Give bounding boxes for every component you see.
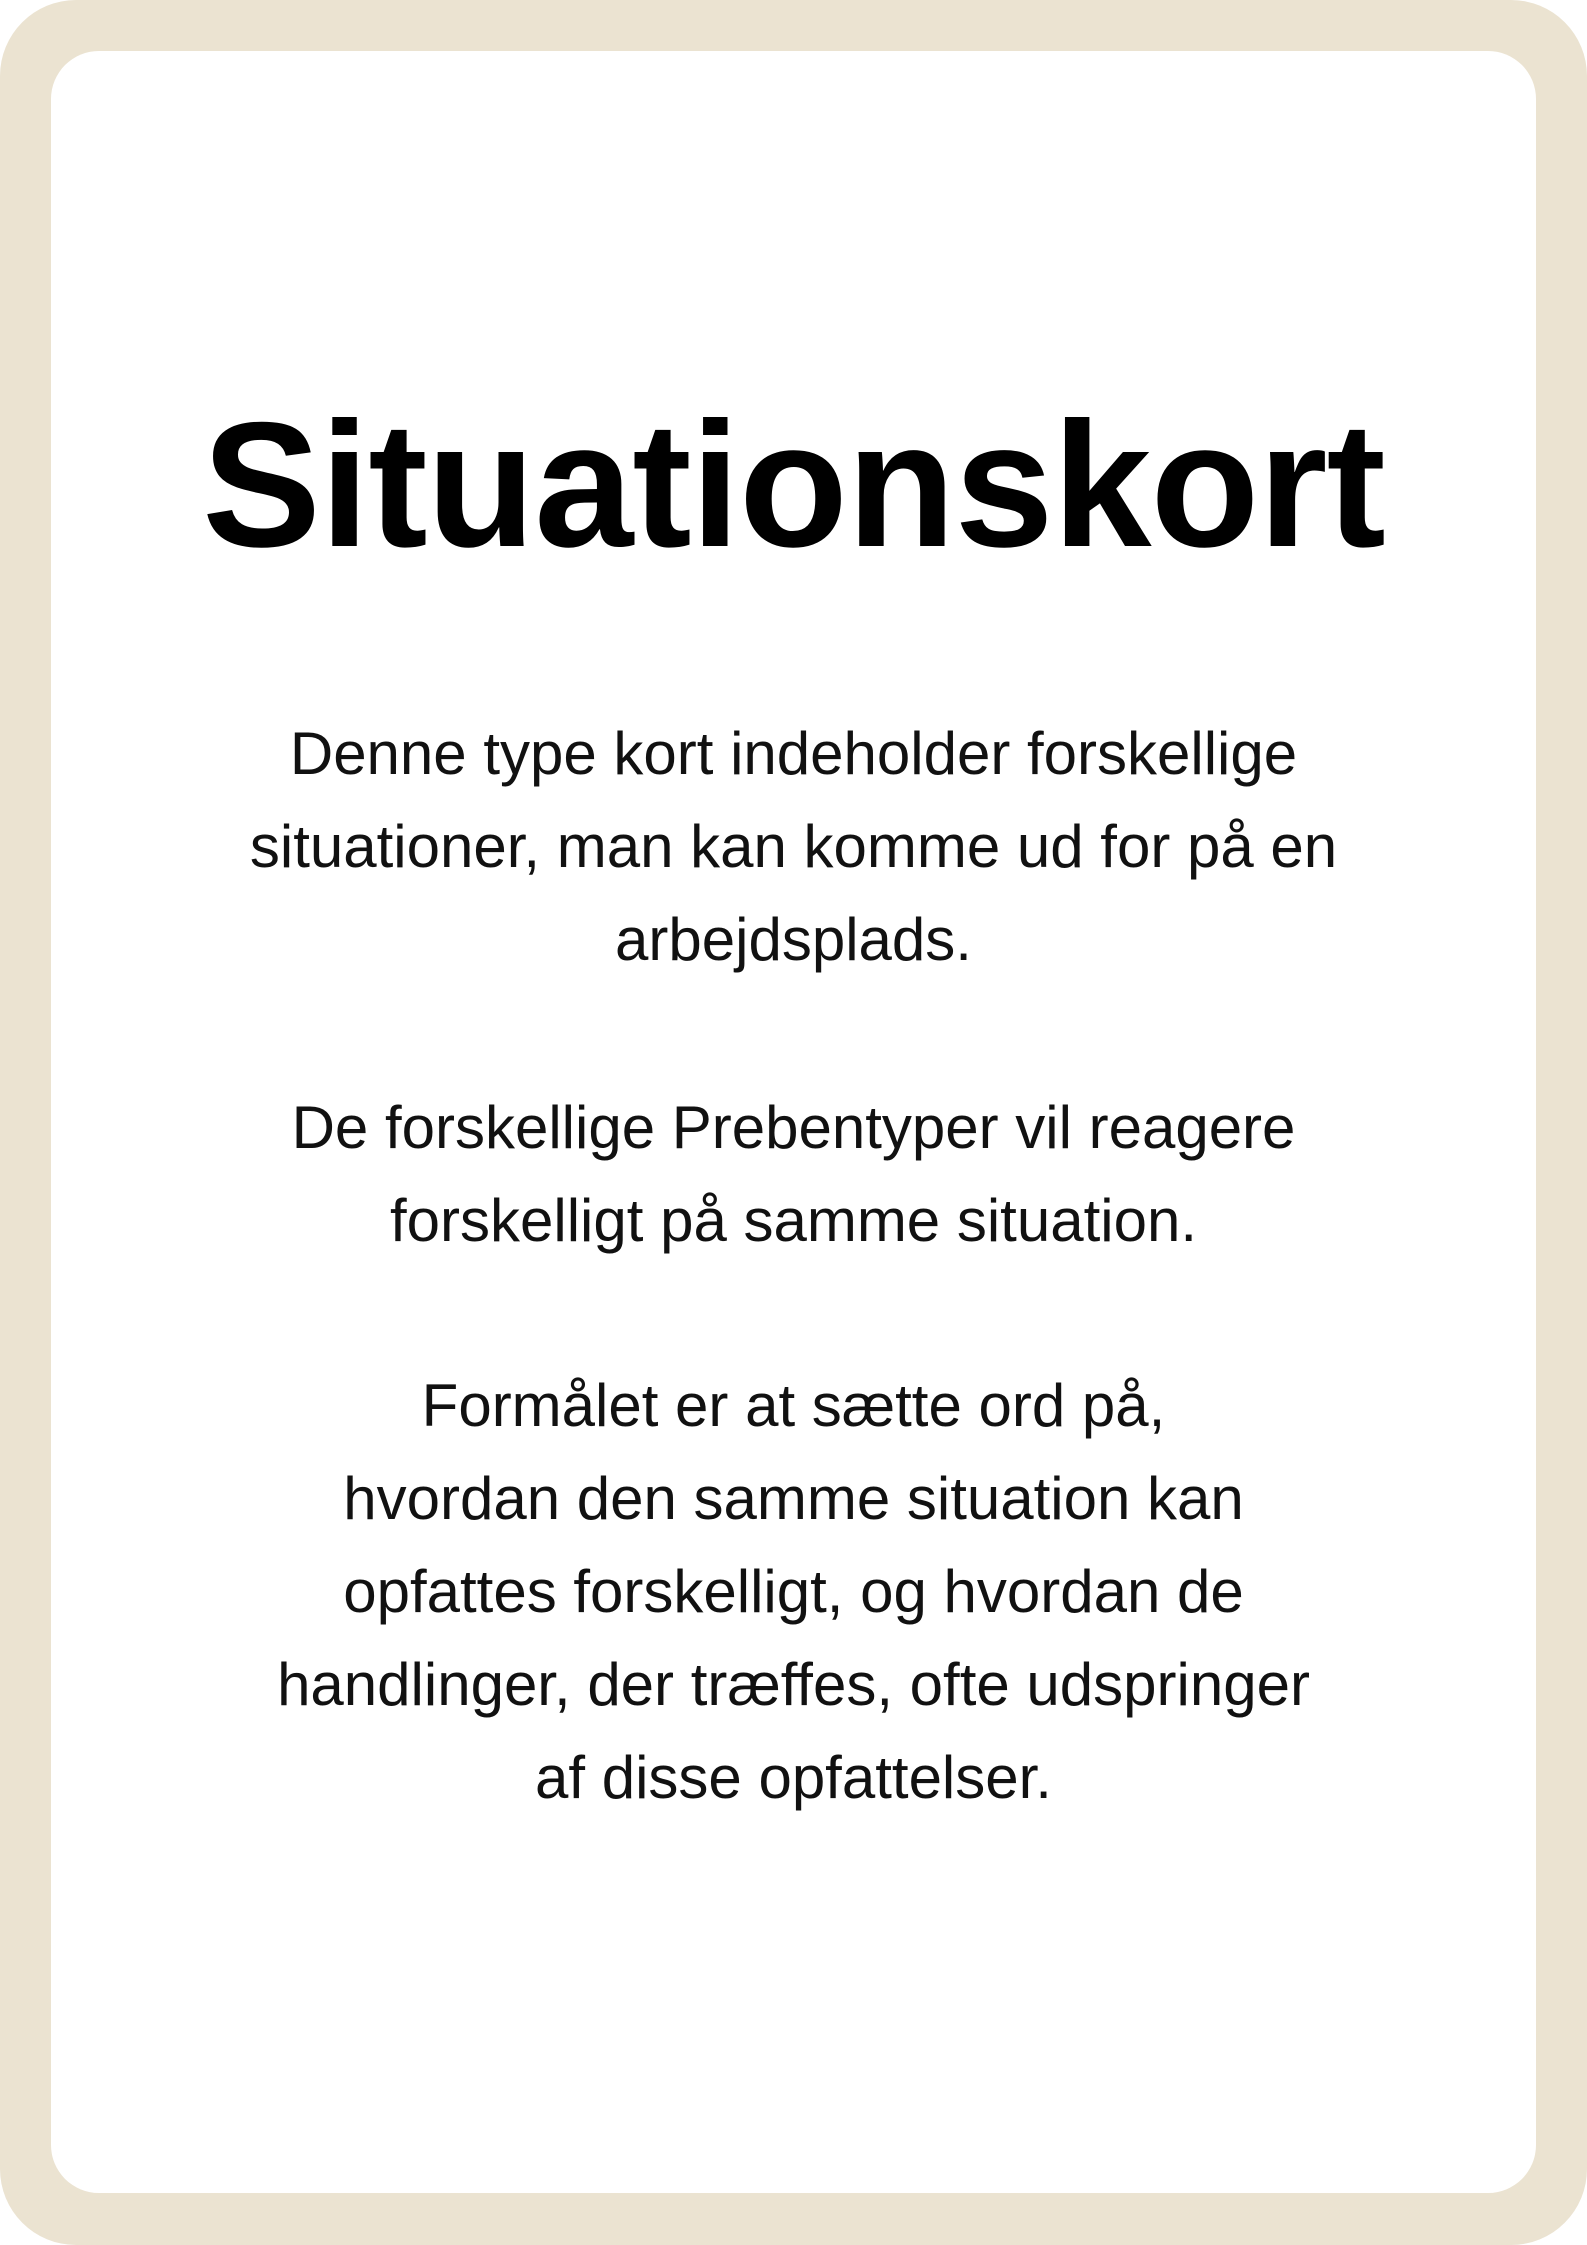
paragraph-line: hvordan den samme situation kan	[343, 1465, 1244, 1532]
preben-types-paragraph	[0, 1081, 1587, 1267]
paragraph-line: Denne type kort indeholder forskellige	[289, 720, 1298, 787]
card-title: Situationskort	[202, 385, 1385, 584]
paragraph-line: situationer, man kan komme ud for på en	[249, 813, 1338, 880]
purpose-paragraph	[0, 1359, 1587, 1824]
paragraph-line: af disse opfattelser.	[535, 1744, 1052, 1811]
intro-paragraph	[0, 707, 1587, 986]
paragraph-line: opfattes forskelligt, og hvordan de	[343, 1558, 1244, 1625]
paragraph-line: handlinger, der træffes, ofte udspringer	[277, 1651, 1310, 1718]
paragraph-line: arbejdsplads.	[615, 906, 972, 973]
paragraph-line: forskelligt på samme situation.	[389, 1187, 1197, 1254]
paragraph-line: De forskellige Prebentyper vil reagere	[291, 1094, 1296, 1161]
paragraph-line: Formålet er at sætte ord på,	[421, 1372, 1166, 1439]
